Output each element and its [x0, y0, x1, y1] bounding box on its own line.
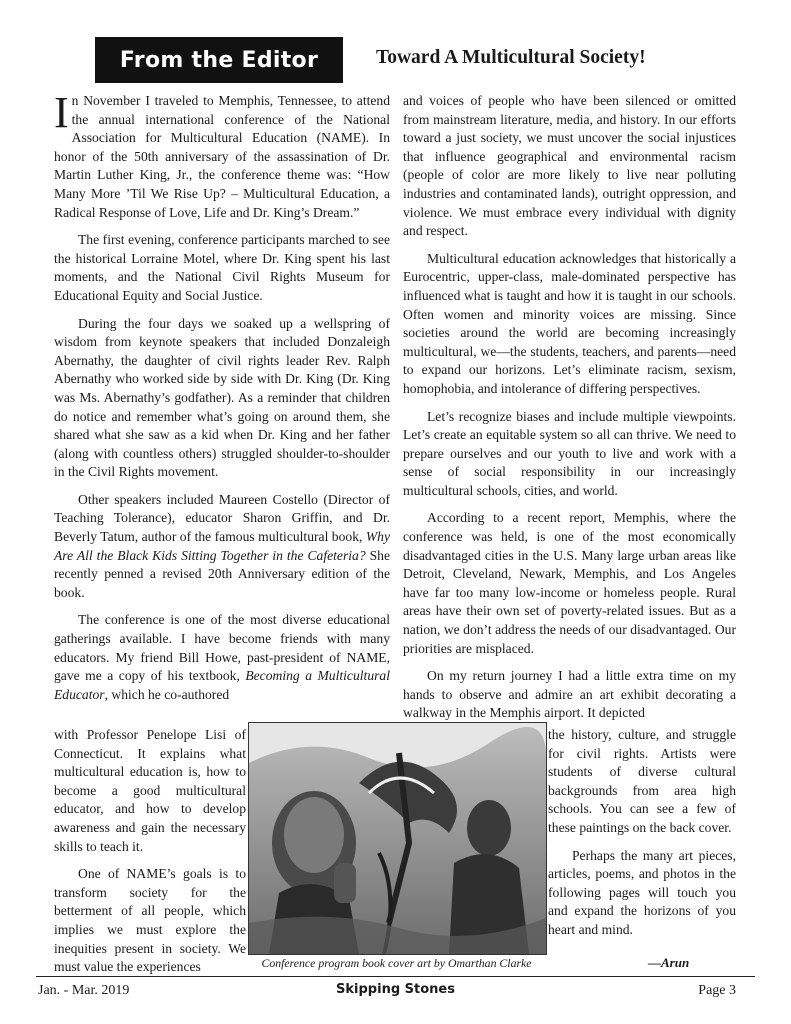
paragraph: Perhaps the many art pieces, articles, poems, and photos in the following pages will touch you and expand the horizons of you heart and mind.	[548, 847, 736, 937]
left-column	[54, 88, 390, 713]
footer-publication-name: Skipping Stones	[336, 982, 455, 997]
drop-cap: I	[54, 88, 69, 137]
paragraph: The first evening, conference participants marched to see the historical Lorraine Motel, where Dr. King spent his last moments, and the National Civil Rights Museum for Educational Equity and Social Justice.	[54, 232, 390, 303]
cover-art-illustration	[248, 722, 547, 955]
paragraph: Let’s recognize biases and include multiple viewpoints. Let’s create an equitable system so all can thrive. We need to prepare ourselves and our youth to live and work with a sense of social responsibility in our increasingly multicultural schools, cities, and world.	[403, 408, 736, 498]
section-header-box	[95, 37, 343, 83]
footer-divider	[36, 976, 755, 977]
paragraph: and voices of people who have been silenced or omitted from mainstream literature, media, and history. In our efforts toward a just society, we must uncover the social injustices that influence geographical and environmental racism (people of color are more likely to live near polluting industries and contaminated lands), outright oppression, and violence. We must embrace every individual with dignity and respect.	[403, 93, 736, 239]
section-header-label: From the Editor	[119, 47, 319, 73]
paragraph: Multicultural education acknowledges that historically a Eurocentric, upper-class, male-dominated perspective has influenced what is taught and how it is taught in our schools. Often women and minority voices are missing. Since societies around the world are becoming increasingly multicultural, we—the students, teachers, and parents—need to expand our horizons. Let’s eliminate racism, sexism, homophobia, and intolerance of differing perspectives.	[403, 250, 736, 396]
right-narrow-column	[548, 726, 736, 949]
paragraph: One of NAME’s goals is to transform society for the betterment of all people, which implies we must explore the inequities present in society. We must value the experiences	[54, 866, 246, 975]
author-signature: —Arun	[648, 955, 690, 970]
painting-image	[249, 723, 546, 954]
image-caption: Conference program book cover art by Omarthan Clarke	[261, 956, 532, 970]
paragraph: According to a recent report, Memphis, where the conference was held, is one of the most economically disadvantaged cities in the U.S. Many large urban areas like Detroit, Cleveland, Newark, Memphis, and Los Angeles have far too many low-income or homeless people. Rural areas have their own set of poverty-related issues. But as a nation, we don’t address the needs of our disadvantaged. Our priorities are misplaced.	[403, 510, 736, 656]
paragraph: Other speakers included Maureen Costello (Director of Teaching Tolerance), educator Sharon Griffin, and Dr. Beverly Tatum, author of the famous multicultural book, Why Are All the Black Kids Sitting Together in the Cafeteria? She recently penned a revised 20th Anniversary edition of the book.	[54, 491, 390, 600]
paragraph: During the four days we soaked up a wellspring of wisdom from keynote speakers that included Donzaleigh Abernathy, the daughter of civil rights leader Rev. Ralph Abernathy who worked side by side with Dr. King (Dr. King was Ms. Abernathy’s godfather). As a reminder that children do notice and remember what’s going on around them, she shared what she saw as a kid when Dr. King and her father (along with countless others) struggled shoulder-to-shoulder in the Civil Rights movement.	[54, 315, 390, 480]
paragraph: The conference is one of the most diverse educational gatherings available. I have become friends with many educators. My friend Bill Howe, past-president of NAME, gave me a copy of his textbook, Becoming a Multicultural Educator, which he co-authored	[54, 612, 390, 702]
paragraph: On my return journey I had a little extra time on my hands to observe and admire an art exhibit decorating a walkway in the Memphis airport. It depicted	[403, 668, 736, 721]
paragraph: In November I traveled to Memphis, Tennessee, to attend the annual international conference of the National Association for Multicultural Education (NAME). In honor of the 50th anniversary of the assassination of Dr. Martin Luther King, Jr., the conference theme was: “How Many More ’Til We Rise Up? – Multicultural Education, a Radical Response of Love, Life and Dr. King’s Dream.”	[54, 88, 390, 220]
paragraph: with Professor Penelope Lisi of Connecticut. It explains what multicultural education is, how to become a good multicultural educator, and how to develop awareness and gain the necessary skills to teach it.	[54, 727, 246, 854]
book-title: Why Are All the Black Kids Sitting Together in the Cafeteria?	[54, 529, 390, 563]
footer-page-number: Page 3	[698, 983, 736, 998]
paragraph: the history, culture, and struggle for civil rights. Artists were students of diverse cultural backgrounds from area high schools. You can see a few of these paintings on the back cover.	[548, 727, 736, 835]
article-title: Toward A Multicultural Society!	[376, 47, 646, 68]
book-title: Becoming a Multicultural Educator	[54, 668, 390, 702]
left-narrow-column	[54, 726, 246, 986]
footer-issue-date: Jan. - Mar. 2019	[38, 983, 130, 998]
right-column	[403, 92, 736, 732]
